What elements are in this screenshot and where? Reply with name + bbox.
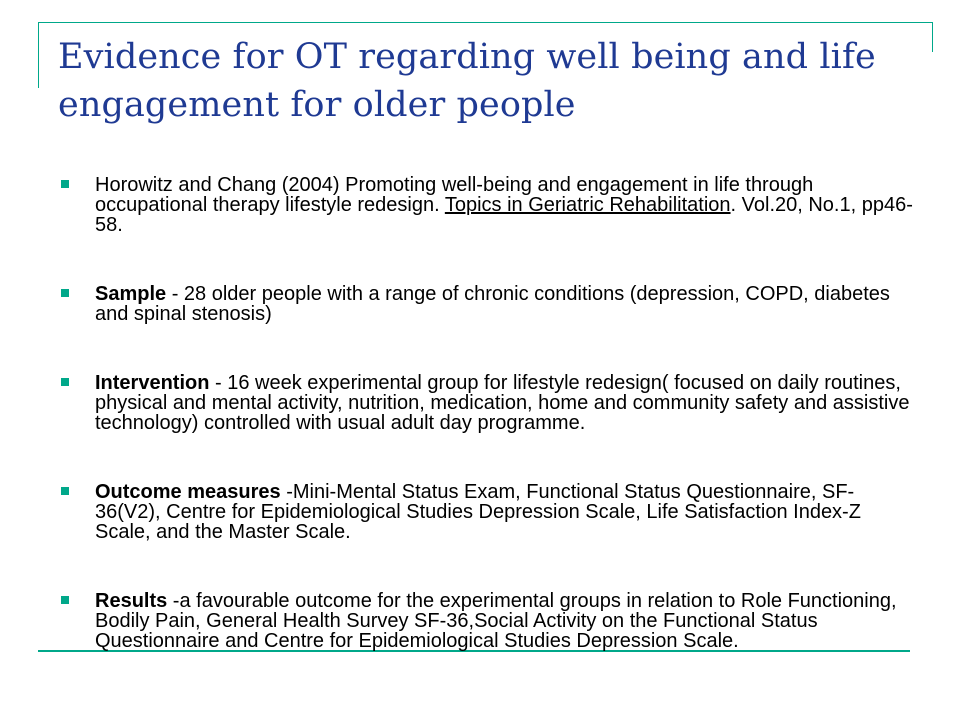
results-bullet [58, 591, 918, 651]
citation-title-text: Horowitz and Chang (2004) Promoting well-being and engagement in life through occupational therapy lifestyle redesign. [95, 174, 814, 216]
slide-frame-right-line [932, 22, 933, 52]
sample-text [95, 284, 918, 324]
citation-bullet [58, 175, 918, 235]
slide-title-line-2: engagement for older people [58, 85, 576, 125]
square-bullet-icon [61, 378, 69, 386]
intervention-label: Intervention [95, 372, 210, 394]
journal-title: Topics in Geriatric Rehabilitation [444, 194, 731, 216]
outcome-measures-bullet [58, 482, 918, 542]
square-bullet-icon [61, 487, 69, 495]
citation-volume-text: . Vol.20, No.1, pp46-58. [95, 194, 913, 236]
square-bullet-icon [61, 289, 69, 297]
slide-title [58, 33, 908, 129]
intervention-bullet [58, 373, 918, 433]
results-label: Results [95, 590, 168, 612]
bullet-list [58, 175, 918, 651]
sample-label: Sample [95, 283, 167, 305]
intervention-text [95, 373, 918, 433]
intervention-description: - 16 week experimental group for lifestyle redesign( focused on daily routines, physical and mental activity, nutrition, medication, home and community safety and assistive technology) controlled with usual adult day programme. [95, 372, 910, 434]
outcome-measures-text [95, 482, 918, 542]
outcome-measures-label: Outcome measures [95, 481, 281, 503]
sample-description: - 28 older people with a range of chronic conditions (depression, COPD, diabetes and spinal stenosis) [95, 283, 890, 325]
results-text [95, 591, 918, 651]
slide-frame-top-line [38, 22, 932, 23]
results-description: -a favourable outcome for the experimental groups in relation to Role Functioning, Bodily Pain, General Health Survey SF-36,Social Activity on the Functional Status Questionnaire and Centre for Epidemiological Studies Depression Scale. [95, 590, 897, 652]
sample-bullet [58, 284, 918, 324]
slide-title-line-1: Evidence for OT regarding well being and life [58, 37, 876, 77]
outcome-measures-description: -Mini-Mental Status Exam, Functional Status Questionnaire, SF-36(V2), Centre for Epidemiological Studies Depression Scale, Life Satisfaction Index-Z Scale, and the Master Scale. [95, 481, 861, 543]
slide-frame-left-line [38, 22, 39, 88]
square-bullet-icon [61, 596, 69, 604]
square-bullet-icon [61, 180, 69, 188]
citation-text [95, 175, 918, 235]
